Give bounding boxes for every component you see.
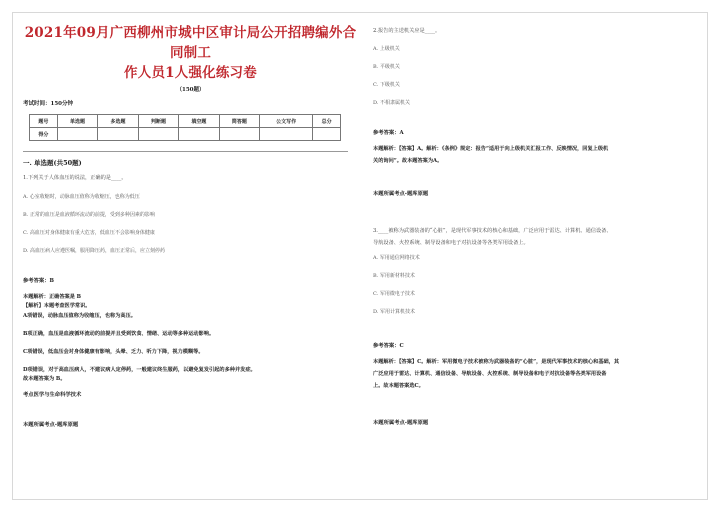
score-cell (260, 128, 313, 141)
question-3-option: A. 军用通信网络技术 (373, 255, 420, 261)
title-line-1: 2021年09月广西柳州市城中区审计局公开招聘编外合同制工 (24, 25, 357, 61)
question-2-analysis-line: 关的询问”。故本题答案为A。 (373, 158, 443, 164)
question-1-analysis-line: A项错误，动脉血压值称为收缩压，也称为高压。 (23, 313, 136, 319)
question-1-option: A. 心室收缩时，动脉血压值称为收缩压，也称为低压 (23, 194, 140, 200)
score-cell (219, 128, 259, 141)
question-1-knowledge-point: 考点医学与生命科学技术 (23, 392, 82, 398)
score-header-cell: 公文写作 (260, 115, 313, 128)
question-1-answer: 参考答案：B (23, 278, 54, 284)
question-2-option: B. 平级机关 (373, 64, 400, 70)
question-3-analysis-line: 上。故本题答案选C。 (373, 383, 424, 389)
question-3-option: D. 军用计算机技术 (373, 309, 416, 315)
question-2-answer: 参考答案：A (373, 130, 404, 136)
score-header-cell: 填空题 (179, 115, 219, 128)
question-2-analysis-line: 本题解析：【答案】A。解析：《条例》规定：报告“适用于向上级机关汇报工作、反映情况，回复上级机 (373, 146, 609, 152)
question-count: （150题） (176, 87, 205, 93)
exam-page (12, 12, 708, 500)
question-1-option: C. 高血压对身体健康有重大危害，低血压不会影响身体健康 (23, 230, 155, 236)
score-cell (313, 128, 341, 141)
score-header-cell: 简答题 (219, 115, 259, 128)
section-title: 一. 单选题(共50题) (23, 159, 82, 167)
question-3-analysis-line: 本题解析：【答案】C。解析：军用微电子技术被称为武器装备的“心脏”，是现代军事技术的核心和基础，其 (373, 359, 620, 365)
question-3-stem-line: 导航设备、火控系统、制导设备和电子对抗设备等各类军用设备上。 (373, 240, 529, 246)
right-column (373, 23, 703, 426)
score-header-cell: 题号 (30, 115, 58, 128)
question-1-option: B. 正常的血压是血液循环流动的前提，受到多种因素的影响 (23, 212, 155, 218)
question-3-option: B. 军用新材料技术 (373, 273, 415, 279)
score-header-cell: 判断题 (138, 115, 178, 128)
question-2-option: D. 不相隶属机关 (373, 100, 411, 106)
document-title (23, 23, 358, 83)
score-cell (57, 128, 97, 141)
score-cell (179, 128, 219, 141)
score-header-cell: 总分 (313, 115, 341, 128)
question-2-option: A. 上级机关 (373, 46, 400, 52)
score-row-label: 得分 (30, 128, 58, 141)
score-cell (138, 128, 178, 141)
question-3-source: 本题所属考点-题库原题 (373, 420, 429, 426)
question-1-analysis-line: B项正确，血压是血液循环流动的前提并且受到饮食、情绪、运动等多种运动影响。 (23, 331, 215, 337)
question-3-option: C. 军用微电子技术 (373, 291, 415, 297)
question-2-stem: 2.报告的主送机关应是____。 (373, 28, 441, 34)
question-1-analysis-line: C项错误，低血压会对身体健康有影响，头晕、乏力、听力下降，视力模糊等。 (23, 349, 204, 355)
question-1-stem: 1.下列关于人体血压的说法，正确的是____。 (23, 175, 127, 181)
score-cell (98, 128, 138, 141)
score-header-row (30, 115, 341, 128)
question-3-analysis-line: 广泛应用于雷达、计算机、通信设备、导航设备、火控系统、制导设备和电子对抗设备等各类军用设备 (373, 371, 607, 377)
divider (23, 151, 348, 152)
question-3-stem-line: 3.____被称为武器装备的“心脏”，是现代军事技术的核心和基础，广泛应用于雷达、计算机、通信设备、 (373, 228, 612, 234)
question-2-source: 本题所属考点-题库原题 (373, 191, 429, 197)
title-line-2: 作人员1人强化练习卷 (124, 65, 257, 81)
question-2-option: C. 下级机关 (373, 82, 400, 88)
left-column (23, 23, 358, 428)
question-1-conclusion: 故本题答案为 B。 (23, 376, 66, 382)
question-1-option: D. 高血压病人应遵医嘱，服用降压药，血压正常后，应立刻停药 (23, 248, 166, 254)
score-row (30, 128, 341, 141)
question-1-analysis-title: 本题解析：正确答案是 B (23, 294, 82, 300)
question-1-analysis-line: D项错误，对于高血压病人，不建议病人定停药，一般建议终生服药，以避免复发引起的多种并发症。 (23, 367, 256, 373)
score-table (29, 114, 341, 141)
exam-time: 考试时间：150分钟 (23, 101, 73, 107)
score-header-cell: 多选题 (98, 115, 138, 128)
question-3-answer: 参考答案：C (373, 343, 404, 349)
question-1-analysis-label: 【解析】本题考查医学常识。 (23, 303, 91, 309)
question-1-source: 本题所属考点-题库原题 (23, 422, 79, 428)
score-header-cell: 单选题 (57, 115, 97, 128)
